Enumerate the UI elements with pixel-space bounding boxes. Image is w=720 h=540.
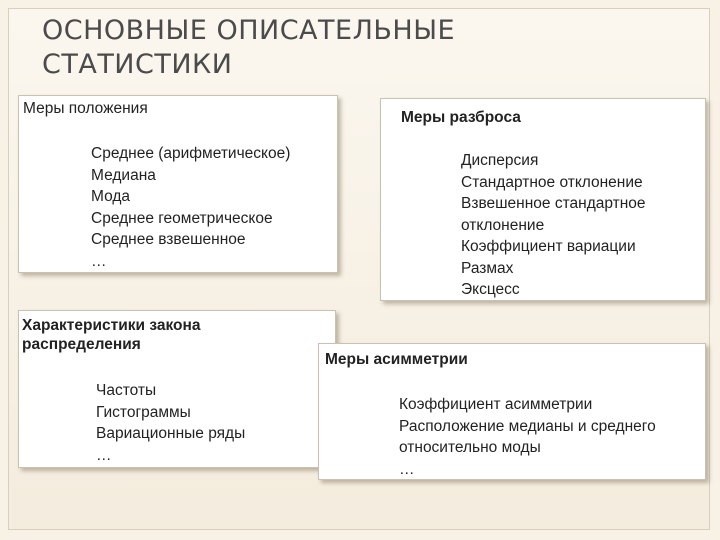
list-item: Размах <box>461 259 514 277</box>
box-distribution-list <box>96 380 245 466</box>
list-item: Среднее (арифметическое) <box>91 145 291 162</box>
list-item: Стандартное отклонение <box>461 173 643 191</box>
box-spread-measures <box>380 98 706 301</box>
list-item: Вариационные ряды <box>96 425 246 442</box>
list-item: Дисперсия <box>461 152 539 169</box>
list-item: отклонение <box>461 216 545 234</box>
box-distribution-characteristics <box>18 310 336 468</box>
box-position-title: Меры положения <box>23 100 148 117</box>
list-item: Взвешенное стандартное <box>461 195 646 212</box>
list-item: Медиана <box>91 166 156 184</box>
box-distribution-title: Характеристики закона распределения <box>22 317 201 353</box>
slide-title-line-1: ОСНОВНЫЕ ОПИСАТЕЛЬНЫЕ <box>42 15 456 46</box>
list-item: Гистограммы <box>96 403 191 421</box>
list-item: Частоты <box>96 382 157 399</box>
list-item: … <box>96 446 112 464</box>
list-item: Расположение медианы и среднего <box>399 417 656 435</box>
list-item: Коэффициент вариации <box>461 238 636 255</box>
list-item: Мода <box>91 188 131 205</box>
box-asymmetry-title: Меры асимметрии <box>325 351 468 368</box>
list-item: … <box>91 252 107 270</box>
list-item: Эксцесс <box>461 281 520 298</box>
list-item: Коэффициент асимметрии <box>399 396 593 413</box>
list-item: Среднее взвешенное <box>91 231 246 248</box>
list-item: … <box>399 460 415 478</box>
list-item: Среднее геометрическое <box>91 209 273 227</box>
box-asymmetry-measures <box>318 343 706 480</box>
list-item: относительно моды <box>399 439 541 456</box>
box-position-list <box>91 143 290 272</box>
slide-title-line-2: СТАТИСТИКИ <box>42 49 233 80</box>
box-position-measures <box>18 95 338 273</box>
slide-title <box>42 14 642 82</box>
box-asymmetry-list <box>399 394 656 480</box>
box-spread-title: Меры разброса <box>401 109 521 126</box>
box-spread-list <box>461 150 646 301</box>
